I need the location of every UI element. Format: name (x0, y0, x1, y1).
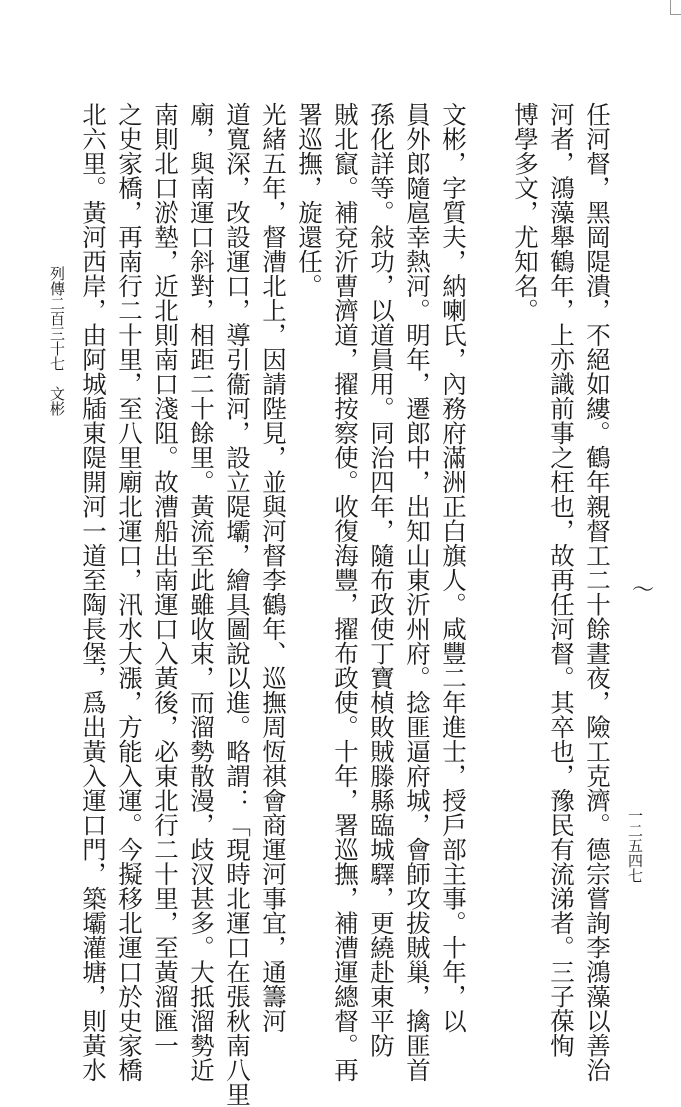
text-column: 道寬深，改設運口，導引衞河，設立隄壩，繪具圖說以進。略謂：「現時北運口在張秋南八里 (223, 102, 252, 1107)
text-column: 北六里。黃河西岸，由阿城牐東隄開河一道至陶長堡，爲出黃入運口門，築壩灌塘，則黃水 (79, 102, 108, 1082)
text-column: 孫化詳等。敍功，以道員用。同治四年，隨布政使丁寶楨敗賊滕縣臨城驛，更繞赴東平防 (367, 102, 396, 1058)
text-column: 廟，與南運口斜對，相距二十餘里。黃流至此雖收束，而溜勢散漫，歧汊甚多。大抵溜勢近 (187, 102, 216, 1082)
text-column: 員外郎隨扈幸熱河。明年，遷郎中，出知山東沂州府。捻匪逼府城，會師攻拔賊巢，擒匪首 (403, 102, 432, 1082)
text-column: 博學多文，尤知名。 (511, 102, 540, 323)
corner-mark (670, 0, 681, 15)
text-column: 之史家橋，再南行二十里，至八里廟北運口，汛水大漲，方能入運。今擬移北運口於史家橋 (115, 102, 144, 1082)
margin-mark: 〜 (632, 578, 655, 603)
text-column: 河者，鴻藻舉鶴年，上亦識前事之枉也，故再任河督。其卒也，豫民有流涕者。三子葆恂 (547, 102, 576, 1058)
text-column: 賊北竄。補兗沂曹濟道，擢按察使。收復海豐，擢布政使。十年，署巡撫，補漕運總督。再 (331, 102, 360, 1082)
running-head: 列傳二百三十七 文彬 (48, 266, 66, 416)
text-column: 文彬，字質夫，納喇氏，內務府滿洲正白旗人。咸豐二年進士，授戶部主事。十年，以 (439, 102, 468, 1033)
text-column: 署巡撫，旋還任。 (295, 102, 324, 298)
page-number: 一二五四七 (626, 808, 644, 883)
text-column: 南則北口淤墊，近北則南口淺阻。故漕船出南運口入黃後，必東北行二十里，至黃溜匯一 (151, 102, 180, 1058)
text-column: 任河督，黑岡隄潰，不絕如縷。鶴年親督工二十餘晝夜，險工克濟。德宗嘗詢李鴻藻以善治 (583, 102, 612, 1082)
text-column: 光緒五年，督漕北上，因請陛見，並與河督李鶴年、巡撫周恆祺會商運河事宜，通籌河 (259, 102, 288, 1033)
